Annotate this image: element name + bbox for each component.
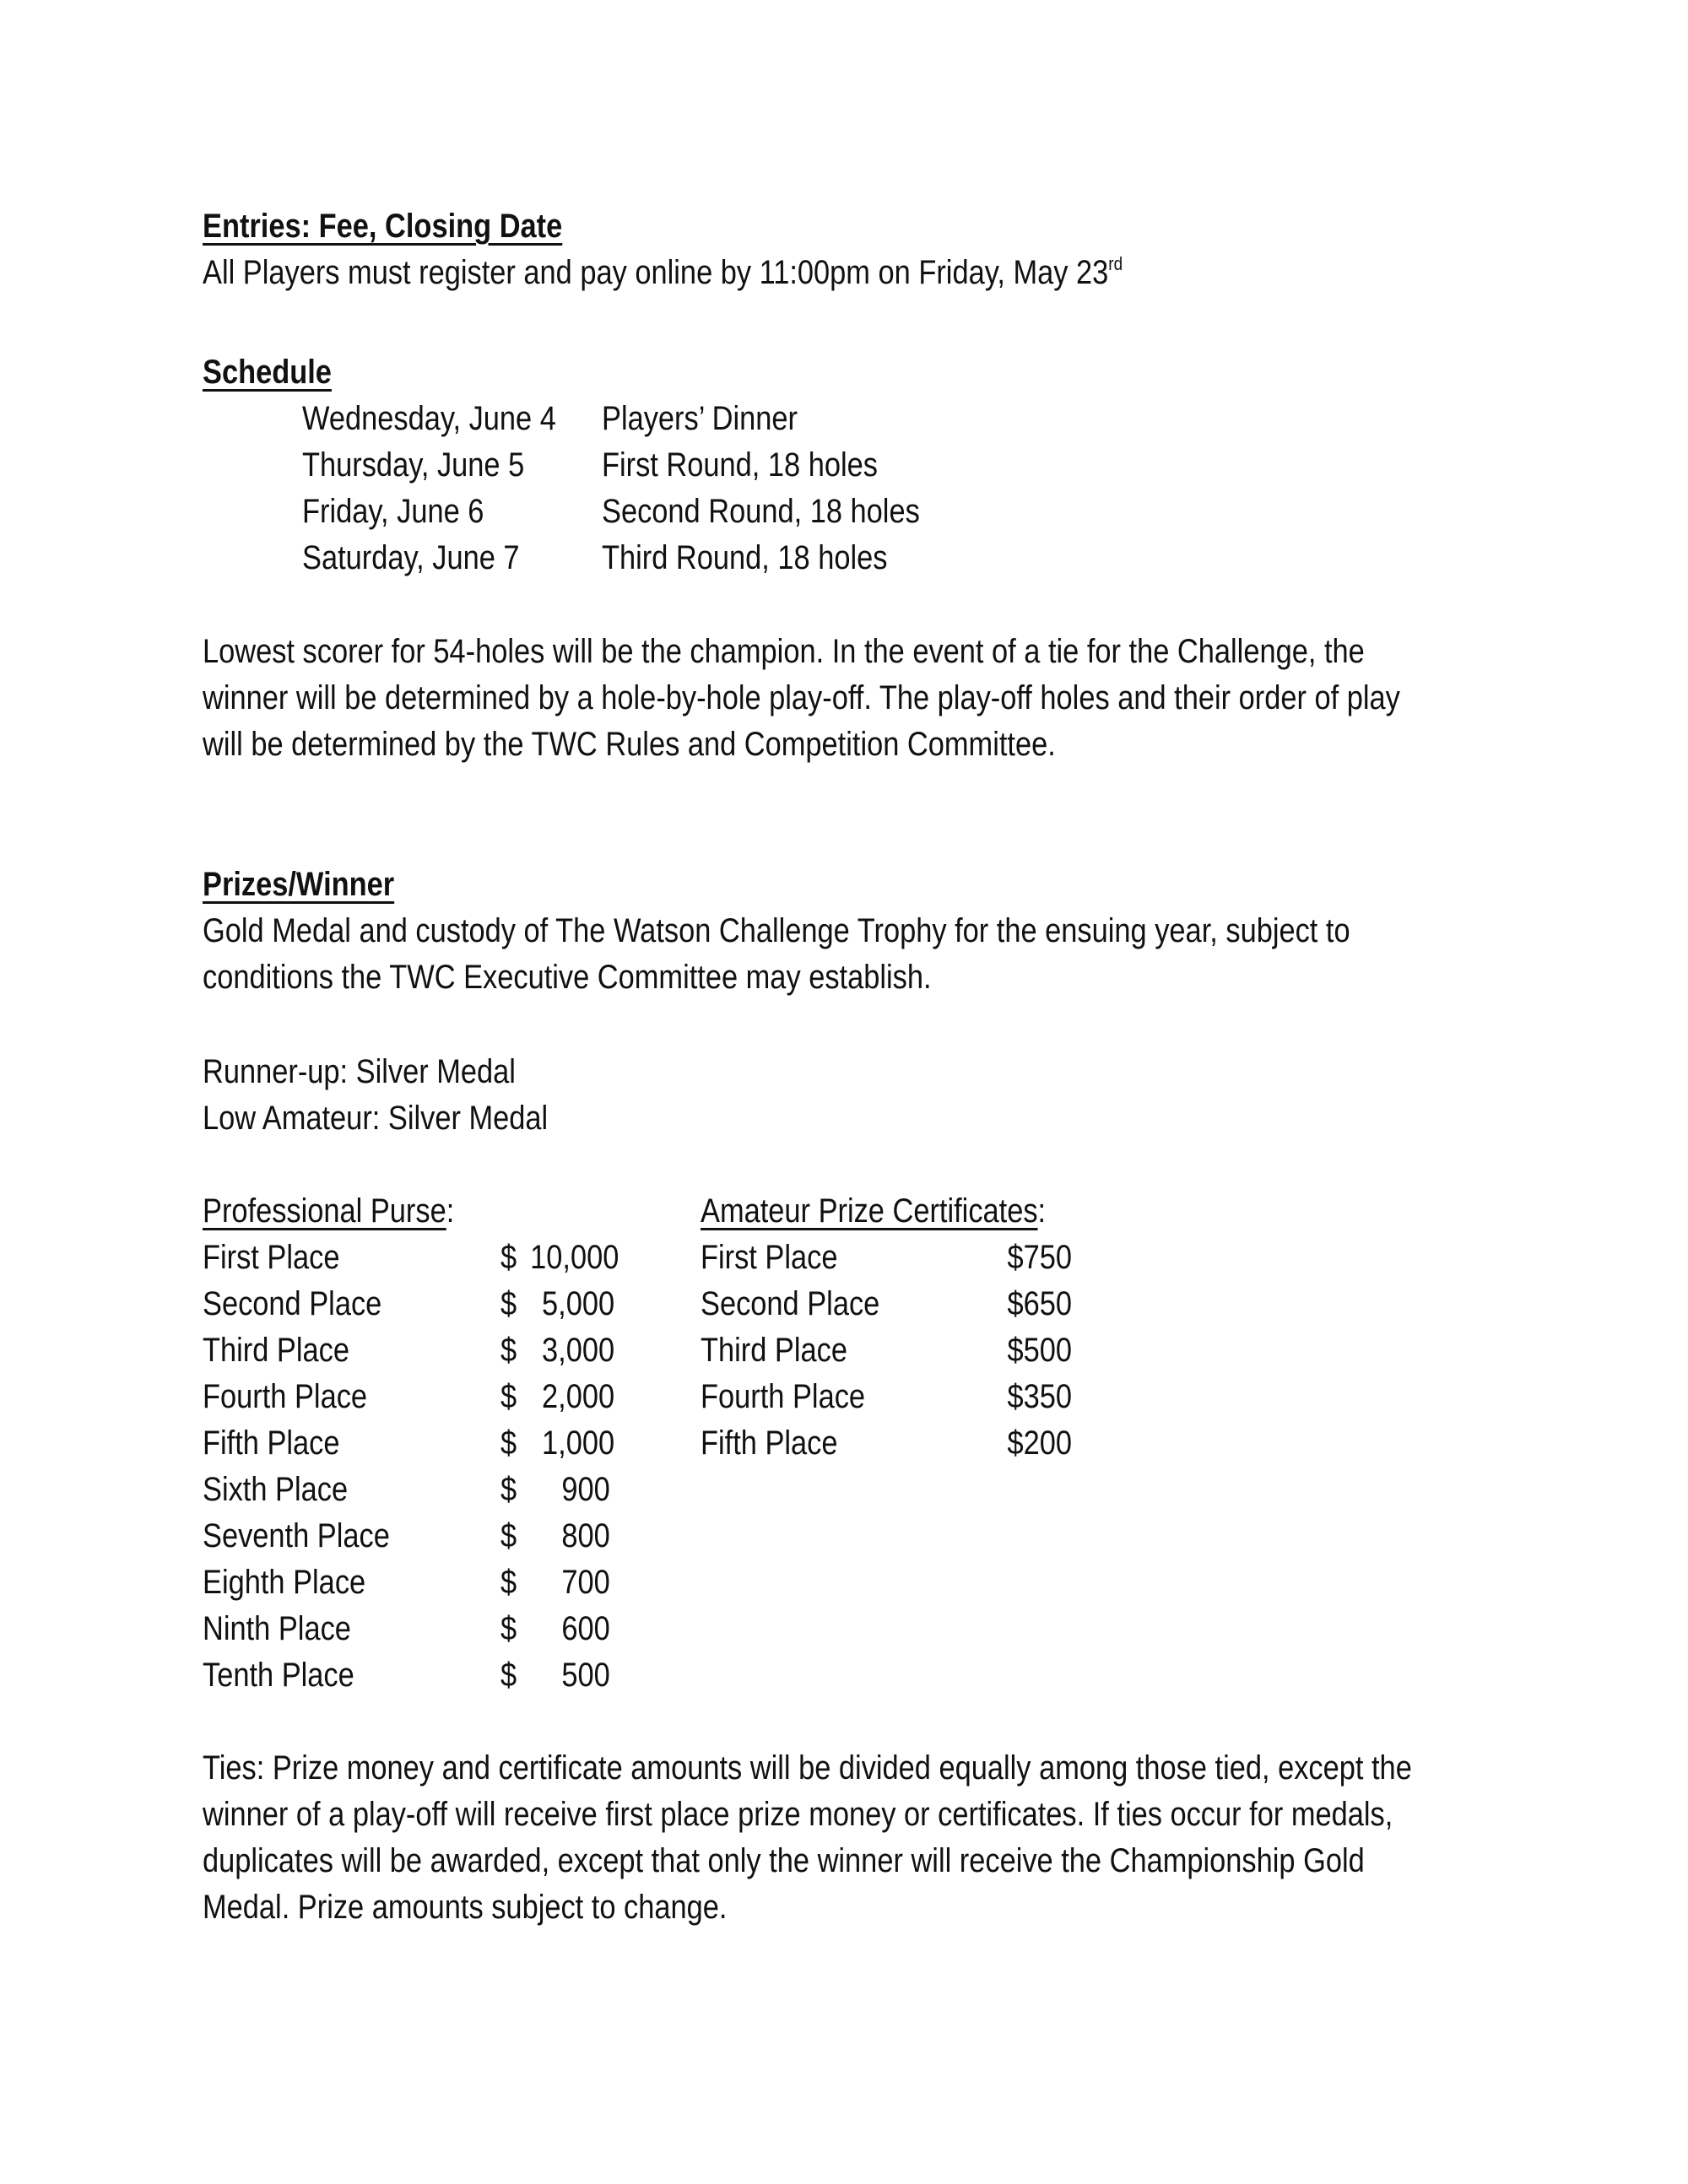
ties-line: Ties: Prize money and certificate amounts will be divided equally among those tied, except the: [203, 1749, 1412, 1787]
schedule-date: Friday, June 6: [302, 493, 484, 530]
amateur-certificates-heading-text: Amateur Prize Certificates: [701, 1192, 1038, 1230]
purse-value: 2,000: [541, 1378, 614, 1415]
professional-purse-heading-text: Professional Purse: [203, 1192, 446, 1230]
entries-text-main: All Players must register and pay online by 11:00pm on Friday, May 23: [203, 254, 1109, 291]
professional-purse-heading-colon: :: [446, 1192, 455, 1230]
prizes-heading: Prizes/Winner: [203, 866, 395, 903]
entries-text-sup: rd: [1108, 252, 1123, 274]
purse-place: Tenth Place: [203, 1657, 354, 1694]
purse-dollar: $: [500, 1564, 517, 1601]
purse-value: 900: [561, 1471, 610, 1508]
purse-dollar: $: [500, 1657, 517, 1694]
ties-line: winner of a play-off will receive first place prize money or certificates. If ties occur for medals,: [203, 1796, 1393, 1833]
purse-place: Fourth Place: [203, 1378, 368, 1415]
purse-value: 800: [561, 1517, 610, 1554]
purse-place: First Place: [203, 1239, 340, 1276]
ties-line: duplicates will be awarded, except that only the winner will receive the Championship Gold: [203, 1842, 1365, 1879]
schedule-event: Third Round, 18 holes: [602, 539, 888, 576]
amateur-place: Second Place: [701, 1285, 880, 1322]
amateur-amount: $350: [1007, 1378, 1072, 1415]
runner-up: Runner-up: Silver Medal: [203, 1053, 516, 1090]
prizes-line: conditions the TWC Executive Committee may establish.: [203, 959, 932, 996]
prizes-line: Gold Medal and custody of The Watson Challenge Trophy for the ensuing year, subject to: [203, 912, 1350, 949]
amateur-place: First Place: [701, 1239, 838, 1276]
purse-dollar: $: [500, 1285, 517, 1322]
amateur-certificates-heading-colon: :: [1037, 1192, 1047, 1230]
purse-dollar: $: [500, 1517, 517, 1554]
schedule-heading: Schedule: [203, 354, 332, 391]
purse-value: 1,000: [541, 1424, 614, 1462]
amateur-amount: $500: [1007, 1332, 1072, 1369]
scoring-line: will be determined by the TWC Rules and Competition Committee.: [203, 726, 1056, 763]
purse-value: 700: [561, 1564, 610, 1601]
purse-dollar: $: [500, 1424, 517, 1462]
purse-dollar: $: [500, 1239, 517, 1276]
purse-dollar: $: [500, 1378, 517, 1415]
schedule-event: Second Round, 18 holes: [602, 493, 920, 530]
purse-dollar: $: [500, 1610, 517, 1647]
purse-place: Sixth Place: [203, 1471, 349, 1508]
purse-dollar: $: [500, 1332, 517, 1369]
purse-value: 5,000: [541, 1285, 614, 1322]
purse-place: Seventh Place: [203, 1517, 390, 1554]
professional-purse-heading: [203, 1188, 454, 1235]
entries-heading: Entries: Fee, Closing Date: [203, 208, 563, 245]
entries-text: [203, 250, 1123, 296]
amateur-certificates-heading: [701, 1188, 1046, 1235]
purse-place: Eighth Place: [203, 1564, 366, 1601]
purse-dollar: $: [500, 1471, 517, 1508]
scoring-line: Lowest scorer for 54-holes will be the champion. In the event of a tie for the Challenge, the: [203, 633, 1365, 670]
amateur-amount: $650: [1007, 1285, 1072, 1322]
purse-value: 500: [561, 1657, 610, 1694]
purse-place: Fifth Place: [203, 1424, 340, 1462]
amateur-amount: $200: [1007, 1424, 1072, 1462]
schedule-event: First Round, 18 holes: [602, 446, 878, 484]
purse-place: Third Place: [203, 1332, 349, 1369]
amateur-place: Fifth Place: [701, 1424, 838, 1462]
schedule-event: Players’ Dinner: [602, 400, 798, 437]
low-amateur: Low Amateur: Silver Medal: [203, 1100, 549, 1137]
purse-value: 600: [561, 1610, 610, 1647]
schedule-date: Saturday, June 7: [302, 539, 520, 576]
schedule-date: Wednesday, June 4: [302, 400, 556, 437]
amateur-place: Third Place: [701, 1332, 847, 1369]
schedule-date: Thursday, June 5: [302, 446, 525, 484]
amateur-amount: $750: [1007, 1239, 1072, 1276]
amateur-place: Fourth Place: [701, 1378, 866, 1415]
purse-value: 10,000: [529, 1239, 619, 1276]
purse-place: Ninth Place: [203, 1610, 351, 1647]
purse-value: 3,000: [541, 1332, 614, 1369]
ties-line: Medal. Prize amounts subject to change.: [203, 1889, 728, 1926]
scoring-line: winner will be determined by a hole-by-hole play-off. The play-off holes and their order of play: [203, 679, 1400, 716]
purse-place: Second Place: [203, 1285, 382, 1322]
